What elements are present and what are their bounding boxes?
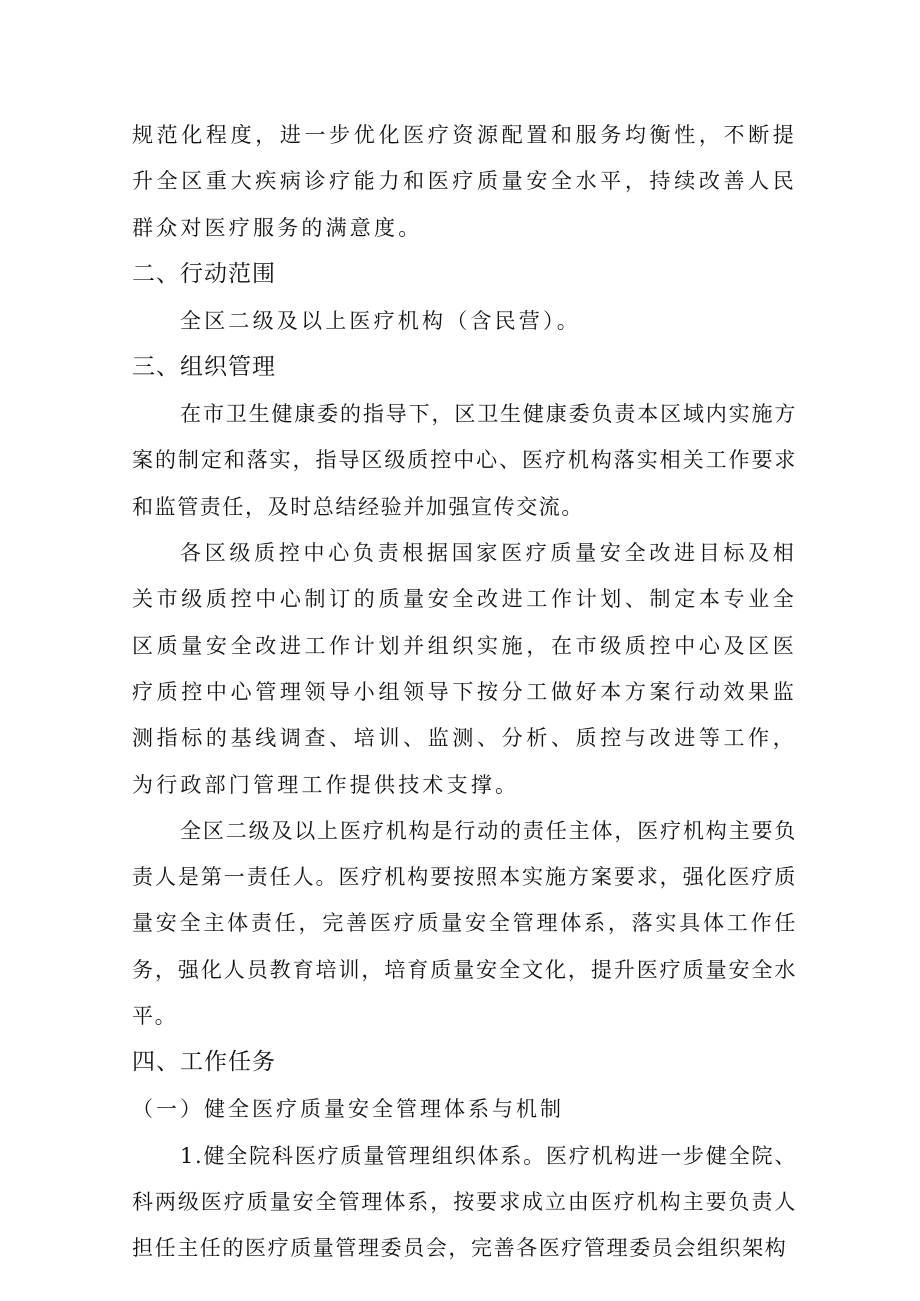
paragraph-quality-control-centers: 各区级质控中心负责根据国家医疗质量安全改进目标及相关市级质控中心制订的质量安全改进工作计划、制定本专业全区质量安全改进工作计划并组织实施，在市级质控中心及区医疗质控中心管理领导小组领导下按分工做好本方案行动效果监测指标的基线调查、培训、监测、分析、质控与改进等工作，为行政部门管理工作提供技术支撑。 [132, 541, 797, 797]
document-body [132, 112, 797, 1272]
paragraph-scope: 全区二级及以上医疗机构（含民营）。 [180, 308, 581, 333]
paragraph-health-commission: 在市卫生健康委的指导下，区卫生健康委负责本区域内实施方案的制定和落实，指导区级质控中心、医疗机构落实相关工作要求和监管责任，及时总结经验并加强宣传交流。 [132, 402, 797, 519]
subsection-heading-management-system: （一）健全医疗质量安全管理体系与机制 [132, 1097, 564, 1122]
section-heading-tasks: 四、工作任务 [132, 1049, 276, 1076]
paragraph-continuation: 规范化程度，进一步优化医疗资源配置和服务均衡性，不断提升全区重大疾病诊疗能力和医疗质量安全水平，持续改善人民群众对医疗服务的满意度。 [132, 123, 797, 240]
paragraph-task-1: 1.健全院科医疗质量管理组织体系。医疗机构进一步健全院、科两级医疗质量安全管理体系，按要求成立由医疗机构主要负责人担任主任的医疗质量管理委员会，完善各医疗管理委员会组织架构 [132, 1143, 797, 1261]
section-heading-scope: 二、行动范围 [132, 260, 276, 287]
section-heading-organization: 三、组织管理 [132, 354, 276, 381]
paragraph-medical-institutions: 全区二级及以上医疗机构是行动的责任主体，医疗机构主要负责人是第一责任人。医疗机构要按照本实施方案要求，强化医疗质量安全主体责任，完善医疗质量安全管理体系，落实具体工作任务，强化人员教育培训，培育质量安全文化，提升医疗质量安全水平。 [132, 818, 797, 1029]
